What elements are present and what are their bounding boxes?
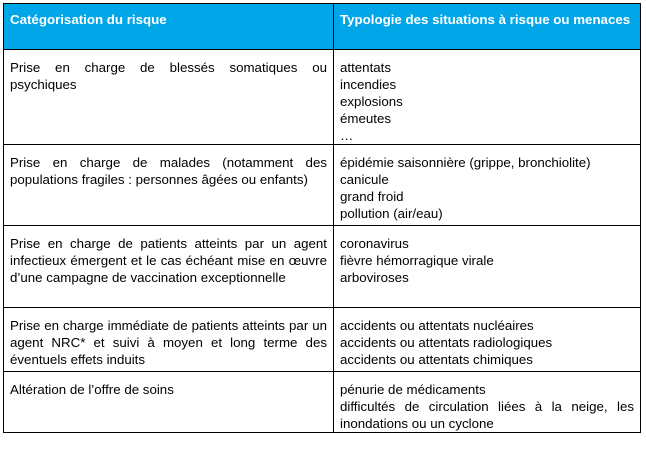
category-cell: Altération de l’offre de soins — [4, 372, 334, 433]
risk-table — [3, 3, 641, 433]
table-header-row — [4, 4, 641, 50]
situations-cell — [334, 308, 641, 372]
situation-item: grand froid — [340, 189, 404, 204]
situation-item: … — [340, 128, 354, 143]
situation-item: coronavirus — [340, 236, 409, 251]
table-row — [4, 308, 641, 372]
table-row — [4, 372, 641, 433]
situations-cell — [334, 372, 641, 433]
situation-item: accidents ou attentats nucléaires — [340, 318, 534, 333]
situation-item: arboviroses — [340, 270, 409, 285]
situation-item: attentats — [340, 60, 392, 75]
table-row — [4, 145, 641, 226]
situation-item: explosions — [340, 94, 403, 109]
situations-cell — [334, 145, 641, 226]
situation-item: difficultés de circulation liées à la neige, les inondations ou un cyclone — [340, 399, 634, 431]
category-cell: Prise en charge de blessés somatiques ou psychiques — [4, 50, 334, 145]
situation-item: incendies — [340, 77, 397, 92]
situation-item: pollution (air/eau) — [340, 206, 443, 221]
table-row — [4, 226, 641, 308]
category-cell: Prise en charge immédiate de patients atteints par un agent NRC* et suivi à moyen et long terme des éventuels effets induits — [4, 308, 334, 372]
situations-cell — [334, 50, 641, 145]
situation-item: épidémie saisonnière (grippe, bronchiolite) — [340, 155, 591, 170]
situations-cell — [334, 226, 641, 308]
situation-item: fièvre hémorragique virale — [340, 253, 494, 268]
situation-item: canicule — [340, 172, 389, 187]
situation-item: émeutes — [340, 111, 391, 126]
header-situations: Typologie des situations à risque ou menaces — [334, 4, 641, 50]
situation-item: pénurie de médicaments — [340, 382, 486, 397]
situation-item: accidents ou attentats chimiques — [340, 352, 533, 367]
situation-item: accidents ou attentats radiologiques — [340, 335, 553, 350]
table-row — [4, 50, 641, 145]
category-cell: Prise en charge de patients atteints par un agent infectieux émergent et le cas échéant mise en œuvre d’une campagne de vaccination exceptionnelle — [4, 226, 334, 308]
category-cell: Prise en charge de malades (notamment des populations fragiles : personnes âgées ou enfants) — [4, 145, 334, 226]
header-category: Catégorisation du risque — [4, 4, 334, 50]
